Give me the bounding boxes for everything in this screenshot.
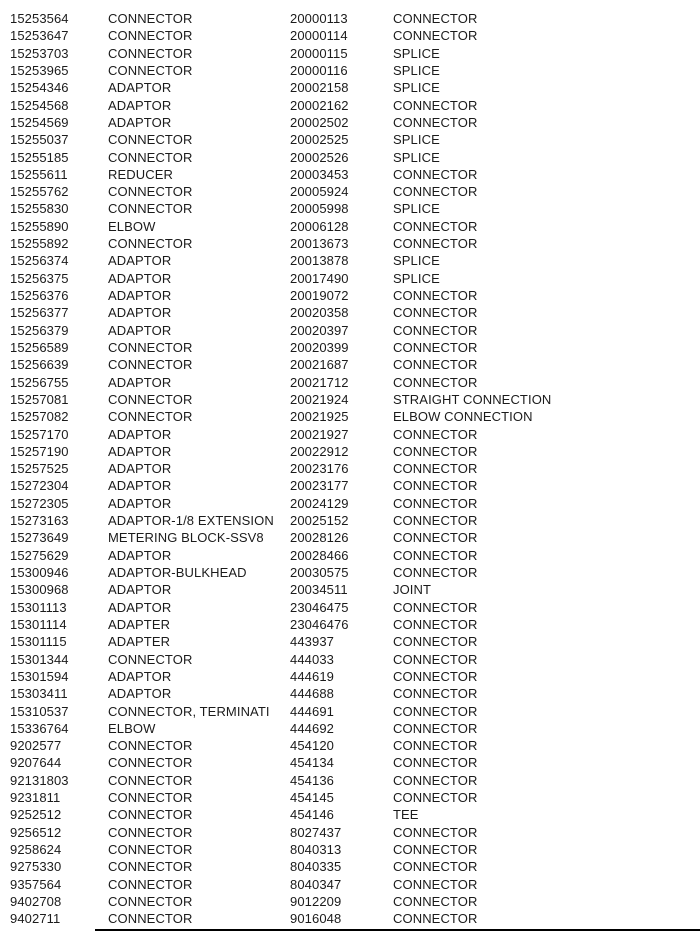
- table-row: [0, 252, 700, 269]
- part-number-right: 20021712: [290, 374, 349, 390]
- table-row: [0, 581, 700, 598]
- description-left: ADAPTOR: [108, 97, 172, 113]
- description-left: ADAPTOR: [108, 599, 172, 615]
- part-number-right: 20000116: [290, 62, 348, 78]
- table-row: [0, 893, 700, 910]
- description-left: ADAPTOR: [108, 270, 172, 286]
- description-right: CONNECTOR: [393, 426, 478, 442]
- part-number-right: 20000115: [290, 45, 348, 61]
- table-row: [0, 62, 700, 79]
- description-right: JOINT: [393, 582, 432, 598]
- description-right: CONNECTOR: [393, 236, 478, 252]
- part-number-left: 15257082: [10, 409, 69, 425]
- part-number-right: 20000113: [290, 11, 348, 26]
- description-left: ADAPTOR-1/8 EXTENSION: [108, 513, 274, 529]
- part-number-right: 20002525: [290, 132, 349, 148]
- part-number-left: 15256374: [10, 253, 69, 269]
- table-row: [0, 529, 700, 546]
- description-left: CONNECTOR: [108, 184, 193, 200]
- description-left: CONNECTOR: [108, 236, 193, 252]
- description-right: CONNECTOR: [393, 166, 478, 182]
- part-number-left: 15253564: [10, 11, 69, 26]
- part-number-left: 15253647: [10, 28, 69, 44]
- description-left: CONNECTOR: [108, 409, 193, 425]
- description-right: CONNECTOR: [393, 305, 478, 321]
- part-number-right: 20002158: [290, 80, 349, 96]
- part-number-right: 20023177: [290, 478, 349, 494]
- description-right: CONNECTOR: [393, 547, 478, 563]
- part-number-left: 15255830: [10, 201, 69, 217]
- description-right: CONNECTOR: [393, 530, 478, 546]
- description-right: ELBOW CONNECTION: [393, 409, 533, 425]
- description-left: ADAPTER: [108, 634, 171, 650]
- part-number-left: 15301113: [10, 599, 67, 615]
- description-right: CONNECTOR: [393, 443, 478, 459]
- description-left: ADAPTOR: [108, 668, 172, 684]
- description-right: CONNECTOR: [393, 114, 478, 130]
- part-number-left: 15255611: [10, 166, 68, 182]
- description-right: CONNECTOR: [393, 668, 478, 684]
- table-row: [0, 408, 700, 425]
- part-number-left: 15255037: [10, 132, 69, 148]
- part-number-left: 15255762: [10, 184, 69, 200]
- table-row: [0, 737, 700, 754]
- table-row: [0, 460, 700, 477]
- description-left: CONNECTOR: [108, 807, 193, 823]
- description-left: CONNECTOR: [108, 772, 193, 788]
- description-left: CONNECTOR: [108, 911, 193, 927]
- part-number-right: 20013673: [290, 236, 349, 252]
- table-row: [0, 200, 700, 217]
- description-right: CONNECTOR: [393, 478, 478, 494]
- part-number-left: 15273163: [10, 513, 69, 529]
- part-number-left: 15300946: [10, 565, 69, 580]
- part-number-left: 15254568: [10, 97, 69, 113]
- description-left: REDUCER: [108, 166, 173, 182]
- part-number-left: 15255890: [10, 218, 69, 234]
- description-left: ADAPTOR: [108, 478, 172, 494]
- part-number-right: 444688: [290, 686, 334, 702]
- part-number-right: 454146: [290, 807, 334, 823]
- part-number-left: 15257170: [10, 426, 69, 442]
- table-row: [0, 339, 700, 356]
- table-row: [0, 789, 700, 806]
- part-number-right: 9016048: [290, 911, 342, 927]
- description-left: CONNECTOR: [108, 738, 193, 754]
- description-right: CONNECTOR: [393, 495, 478, 511]
- part-number-right: 20023176: [290, 461, 349, 477]
- table-row: [0, 824, 700, 841]
- part-number-right: 20019072: [290, 288, 349, 303]
- table-row: [0, 97, 700, 114]
- part-number-right: 20021687: [290, 357, 349, 373]
- description-left: ADAPTOR: [108, 114, 172, 130]
- table-row: [0, 772, 700, 789]
- description-left: CONNECTOR: [108, 859, 193, 875]
- table-row: [0, 287, 700, 304]
- description-left: ADAPTOR: [108, 495, 172, 511]
- part-number-left: 9275330: [10, 859, 62, 875]
- part-number-left: 15256377: [10, 305, 69, 321]
- part-number-left: 15257525: [10, 461, 69, 477]
- description-left: ADAPTOR: [108, 686, 172, 702]
- part-number-right: 20005924: [290, 184, 349, 200]
- part-number-right: 20021927: [290, 426, 349, 442]
- description-left: ADAPTOR: [108, 461, 172, 477]
- table-row: [0, 685, 700, 702]
- table-row: [0, 495, 700, 512]
- description-left: CONNECTOR: [108, 893, 193, 909]
- table-row: [0, 668, 700, 685]
- description-left: METERING BLOCK-SSV8: [108, 530, 264, 546]
- description-right: CONNECTOR: [393, 288, 478, 303]
- part-number-right: 20020358: [290, 305, 349, 321]
- description-right: CONNECTOR: [393, 513, 478, 529]
- part-number-right: 454120: [290, 738, 334, 754]
- part-number-left: 15301115: [10, 634, 67, 650]
- bottom-border-line: [95, 929, 700, 931]
- table-row: [0, 858, 700, 875]
- description-left: CONNECTOR: [108, 201, 193, 217]
- table-row: [0, 235, 700, 252]
- part-number-left: 15256379: [10, 322, 69, 338]
- table-row: [0, 131, 700, 148]
- description-left: CONNECTOR: [108, 842, 193, 857]
- description-right: CONNECTOR: [393, 374, 478, 390]
- description-left: ADAPTOR: [108, 253, 172, 269]
- table-row: [0, 304, 700, 321]
- part-number-right: 20028466: [290, 547, 349, 563]
- description-right: CONNECTOR: [393, 686, 478, 702]
- description-right: CONNECTOR: [393, 11, 478, 26]
- table-row: [0, 876, 700, 893]
- part-number-left: 15257081: [10, 391, 69, 407]
- part-number-left: 15256755: [10, 374, 69, 390]
- description-left: ADAPTOR: [108, 322, 172, 338]
- part-number-right: 20021925: [290, 409, 349, 425]
- description-right: CONNECTOR: [393, 599, 478, 615]
- description-left: ADAPTOR-BULKHEAD: [108, 565, 247, 580]
- part-number-right: 8040313: [290, 842, 342, 857]
- description-left: ELBOW: [108, 218, 156, 234]
- description-left: CONNECTOR: [108, 824, 193, 840]
- description-left: CONNECTOR: [108, 391, 193, 407]
- description-right: CONNECTOR: [393, 738, 478, 754]
- part-number-right: 20030575: [290, 565, 349, 580]
- table-row: [0, 374, 700, 391]
- table-row: [0, 166, 700, 183]
- description-right: SPLICE: [393, 270, 440, 286]
- table-row: [0, 720, 700, 737]
- description-right: CONNECTOR: [393, 651, 478, 667]
- description-left: CONNECTOR: [108, 651, 193, 667]
- part-number-right: 20002502: [290, 114, 349, 130]
- description-right: SPLICE: [393, 45, 440, 61]
- description-left: ADAPTOR: [108, 443, 172, 459]
- table-row: [0, 270, 700, 287]
- part-number-left: 9256512: [10, 824, 62, 840]
- part-number-left: 9357564: [10, 876, 62, 892]
- part-number-left: 15254569: [10, 114, 69, 130]
- table-row: [0, 477, 700, 494]
- part-number-left: 15301114: [10, 616, 67, 632]
- part-number-left: 15272305: [10, 495, 69, 511]
- part-number-right: 20020397: [290, 322, 349, 338]
- table-row: [0, 806, 700, 823]
- part-number-left: 15256589: [10, 339, 69, 355]
- part-number-left: 9207644: [10, 755, 62, 771]
- part-number-left: 92131803: [10, 772, 69, 788]
- description-right: CONNECTOR: [393, 461, 478, 477]
- description-left: CONNECTOR: [108, 357, 193, 373]
- description-right: SPLICE: [393, 201, 440, 217]
- description-right: CONNECTOR: [393, 322, 478, 338]
- part-number-left: 15253965: [10, 62, 69, 78]
- part-number-left: 15336764: [10, 720, 69, 736]
- part-number-right: 20024129: [290, 495, 349, 511]
- part-number-left: 15273649: [10, 530, 69, 546]
- table-row: [0, 564, 700, 581]
- description-right: CONNECTOR: [393, 772, 478, 788]
- table-row: [0, 616, 700, 633]
- part-number-left: 9402711: [10, 911, 61, 927]
- table-row: [0, 27, 700, 44]
- table-row: [0, 356, 700, 373]
- description-right: CONNECTOR: [393, 565, 478, 580]
- table-row: [0, 599, 700, 616]
- description-left: CONNECTOR: [108, 45, 193, 61]
- description-right: CONNECTOR: [393, 28, 478, 44]
- description-left: ADAPTOR: [108, 288, 172, 303]
- part-number-left: 15256375: [10, 270, 69, 286]
- description-right: CONNECTOR: [393, 755, 478, 771]
- part-number-right: 20022912: [290, 443, 349, 459]
- description-right: CONNECTOR: [393, 218, 478, 234]
- table-row: [0, 547, 700, 564]
- part-number-left: 15254346: [10, 80, 69, 96]
- part-number-left: 15272304: [10, 478, 69, 494]
- description-left: CONNECTOR: [108, 132, 193, 148]
- description-right: CONNECTOR: [393, 97, 478, 113]
- part-number-left: 15256639: [10, 357, 69, 373]
- description-right: CONNECTOR: [393, 616, 478, 632]
- part-number-right: 444692: [290, 720, 334, 736]
- table-row: [0, 651, 700, 668]
- description-left: ADAPTOR: [108, 547, 172, 563]
- part-number-left: 9231811: [10, 790, 61, 806]
- part-number-left: 15256376: [10, 288, 69, 303]
- part-number-left: 9258624: [10, 842, 62, 857]
- part-number-right: 8040335: [290, 859, 342, 875]
- table-row: [0, 443, 700, 460]
- description-left: ELBOW: [108, 720, 156, 736]
- part-number-right: 20017490: [290, 270, 349, 286]
- part-number-left: 15257190: [10, 443, 69, 459]
- part-number-left: 15310537: [10, 703, 69, 719]
- description-left: CONNECTOR, TERMINATI: [108, 703, 270, 719]
- table-row: [0, 322, 700, 339]
- part-number-right: 20034511: [290, 582, 348, 598]
- description-right: CONNECTOR: [393, 634, 478, 650]
- description-right: SPLICE: [393, 62, 440, 78]
- description-right: CONNECTOR: [393, 339, 478, 355]
- part-number-right: 20028126: [290, 530, 349, 546]
- part-number-right: 20005998: [290, 201, 349, 217]
- description-left: CONNECTOR: [108, 790, 193, 806]
- part-number-left: 15303411: [10, 686, 68, 702]
- part-number-right: 444619: [290, 668, 334, 684]
- table-row: [0, 149, 700, 166]
- description-right: CONNECTOR: [393, 859, 478, 875]
- description-right: SPLICE: [393, 132, 440, 148]
- description-right: CONNECTOR: [393, 703, 478, 719]
- description-right: CONNECTOR: [393, 184, 478, 200]
- part-number-left: 9202577: [10, 738, 62, 754]
- description-right: CONNECTOR: [393, 824, 478, 840]
- part-number-left: 15253703: [10, 45, 69, 61]
- part-number-right: 454145: [290, 790, 334, 806]
- description-right: CONNECTOR: [393, 790, 478, 806]
- description-left: CONNECTOR: [108, 149, 193, 165]
- part-number-right: 20020399: [290, 339, 349, 355]
- description-left: ADAPTOR: [108, 374, 172, 390]
- part-number-left: 9402708: [10, 893, 62, 909]
- description-right: CONNECTOR: [393, 893, 478, 909]
- part-number-left: 15301594: [10, 668, 69, 684]
- table-row: [0, 841, 700, 858]
- description-right: CONNECTOR: [393, 876, 478, 892]
- description-left: ADAPTOR: [108, 426, 172, 442]
- table-row: [0, 703, 700, 720]
- table-row: [0, 633, 700, 650]
- table-row: [0, 426, 700, 443]
- parts-table: [0, 10, 700, 928]
- description-left: CONNECTOR: [108, 28, 193, 44]
- part-number-right: 444691: [290, 703, 334, 719]
- part-number-left: 9252512: [10, 807, 62, 823]
- description-right: SPLICE: [393, 149, 440, 165]
- table-row: [0, 114, 700, 131]
- description-right: CONNECTOR: [393, 911, 478, 927]
- table-row: [0, 79, 700, 96]
- part-number-right: 20021924: [290, 391, 349, 407]
- description-left: CONNECTOR: [108, 876, 193, 892]
- part-number-right: 8040347: [290, 876, 342, 892]
- part-number-right: 8027437: [290, 824, 342, 840]
- part-number-left: 15301344: [10, 651, 69, 667]
- description-left: CONNECTOR: [108, 11, 193, 26]
- table-row: [0, 910, 700, 927]
- part-number-right: 20006128: [290, 218, 349, 234]
- part-number-right: 20013878: [290, 253, 349, 269]
- description-right: TEE: [393, 807, 419, 823]
- description-right: SPLICE: [393, 253, 440, 269]
- description-left: CONNECTOR: [108, 755, 193, 771]
- description-left: CONNECTOR: [108, 62, 193, 78]
- part-number-right: 454136: [290, 772, 334, 788]
- part-number-left: 15255892: [10, 236, 69, 252]
- part-number-left: 15275629: [10, 547, 69, 563]
- description-left: ADAPTOR: [108, 305, 172, 321]
- part-number-right: 23046476: [290, 616, 349, 632]
- description-left: ADAPTER: [108, 616, 171, 632]
- table-row: [0, 754, 700, 771]
- description-left: ADAPTOR: [108, 80, 172, 96]
- part-number-left: 15300968: [10, 582, 69, 598]
- description-left: ADAPTOR: [108, 582, 172, 598]
- table-row: [0, 45, 700, 62]
- table-row: [0, 10, 700, 27]
- part-number-right: 9012209: [290, 893, 342, 909]
- part-number-right: 20000114: [290, 28, 348, 44]
- description-right: CONNECTOR: [393, 842, 478, 857]
- part-number-right: 20003453: [290, 166, 349, 182]
- table-row: [0, 183, 700, 200]
- description-left: CONNECTOR: [108, 339, 193, 355]
- part-number-right: 20002162: [290, 97, 349, 113]
- description-right: STRAIGHT CONNECTION: [393, 391, 552, 407]
- description-right: CONNECTOR: [393, 357, 478, 373]
- table-row: [0, 512, 700, 529]
- part-number-right: 443937: [290, 634, 334, 650]
- table-row: [0, 391, 700, 408]
- description-right: CONNECTOR: [393, 720, 478, 736]
- part-number-right: 23046475: [290, 599, 349, 615]
- part-number-right: 20025152: [290, 513, 349, 529]
- part-number-right: 454134: [290, 755, 334, 771]
- part-number-right: 20002526: [290, 149, 349, 165]
- part-number-right: 444033: [290, 651, 334, 667]
- description-right: SPLICE: [393, 80, 440, 96]
- part-number-left: 15255185: [10, 149, 69, 165]
- table-row: [0, 218, 700, 235]
